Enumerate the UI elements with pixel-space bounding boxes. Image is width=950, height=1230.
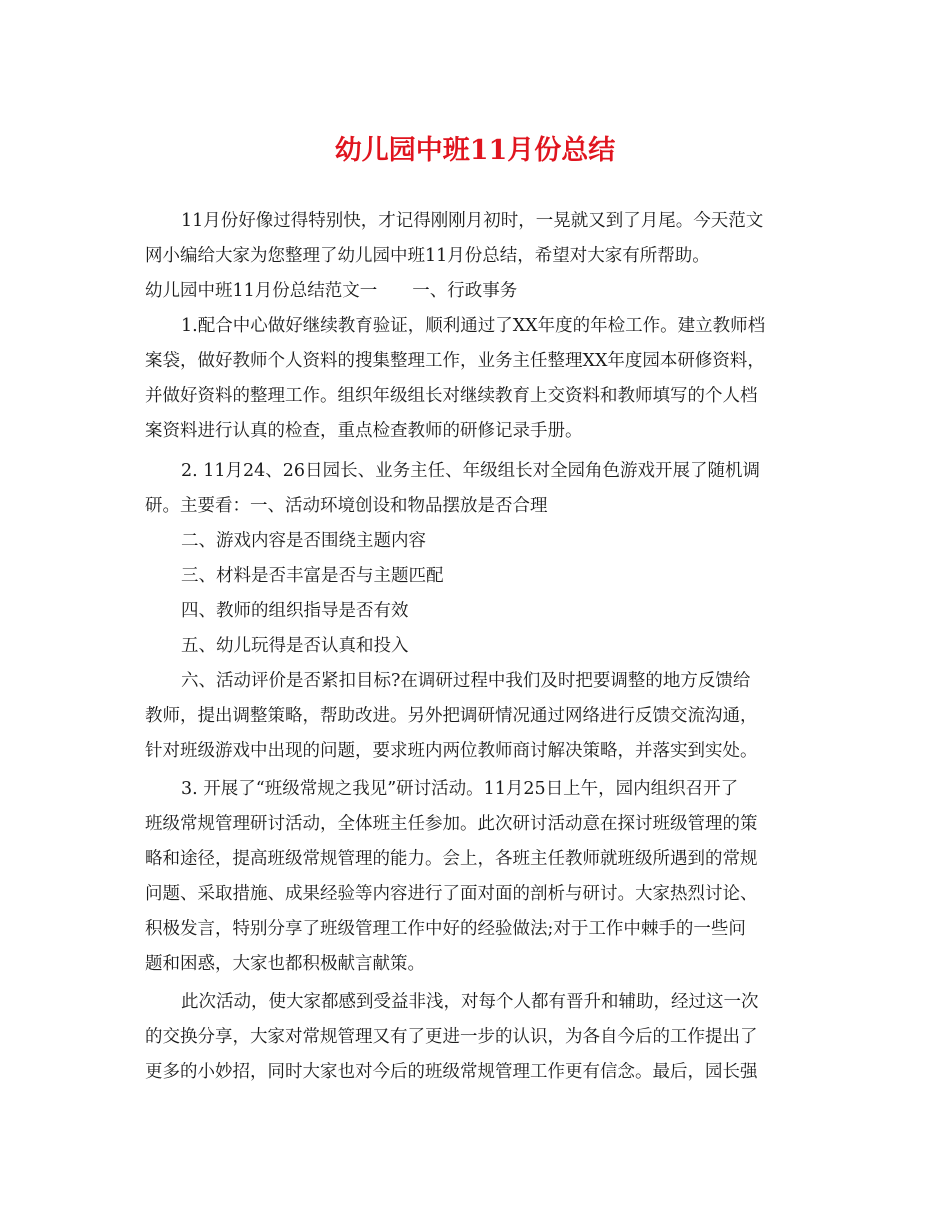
text-line: 网小编给大家为您整理了幼儿园中班11月份总结，希望对大家有所帮助。	[145, 246, 710, 266]
text-line: 针对班级游戏中出现的问题，要求班内两位教师商讨解决策略，并落实到实处。	[145, 741, 758, 761]
text-line: 案资料进行认真的检查，重点检查教师的研修记录手册。	[145, 421, 583, 441]
list-item: 二、游戏内容是否围绕主题内容	[181, 531, 426, 551]
text-line: 教师，提出调整策略，帮助改进。另外把调研情况通过网络进行反馈交流沟通，	[145, 706, 758, 726]
section-heading: 幼儿园中班11月份总结范文一 一、行政事务	[145, 281, 518, 301]
text-line: 研。主要看：一、活动环境创设和物品摆放是否合理	[145, 496, 548, 516]
text-line: 11月份好像过得特别快，才记得刚刚月初时，一晃就又到了月尾。今天范文	[181, 211, 764, 231]
text-line: 积极发言，特别分享了班级管理工作中好的经验做法;对于工作中棘手的一些问	[145, 919, 746, 939]
text-line: 2. 11月24、26日园长、业务主任、年级组长对全园角色游戏开展了随机调	[181, 461, 761, 481]
list-item: 四、教师的组织指导是否有效	[181, 601, 409, 621]
text-line: 此次活动，使大家都感到受益非浅，对每个人都有晋升和辅助，经过这一次	[181, 992, 759, 1012]
text-line: 更多的小妙招，同时大家也对今后的班级常规管理工作更有信念。最后，园长强	[145, 1062, 758, 1082]
text-line: 1.配合中心做好继续教育验证，顺利通过了XX年度的年检工作。建立教师档	[181, 316, 766, 336]
text-line: 班级常规管理研讨活动，全体班主任参加。此次研讨活动意在探讨班级管理的策	[145, 814, 758, 834]
list-item: 三、材料是否丰富是否与主题匹配	[181, 566, 444, 586]
list-item: 六、活动评价是否紧扣目标?在调研过程中我们及时把要调整的地方反馈给	[181, 671, 751, 691]
text-line: 题和困惑，大家也都积极献言献策。	[145, 954, 425, 974]
text-line: 3. 开展了“班级常规之我见”研讨活动。11月25日上午，园内组织召开了	[181, 779, 739, 799]
text-line: 的交换分享，大家对常规管理又有了更进一步的认识，为各自今后的工作提出了	[145, 1027, 758, 1047]
text-line: 并做好资料的整理工作。组织年级组长对继续教育上交资料和教师填写的个人档	[145, 386, 758, 406]
text-line: 问题、采取措施、成果经验等内容进行了面对面的剖析与研讨。大家热烈讨论、	[145, 884, 758, 904]
text-line: 略和途径，提高班级常规管理的能力。会上，各班主任教师就班级所遇到的常规	[145, 849, 758, 869]
text-line: 案袋，做好教师个人资料的搜集整理工作，业务主任整理XX年度园本研修资料，	[145, 351, 765, 371]
page-title: 幼儿园中班11月份总结	[334, 135, 616, 166]
list-item: 五、幼儿玩得是否认真和投入	[181, 636, 409, 656]
